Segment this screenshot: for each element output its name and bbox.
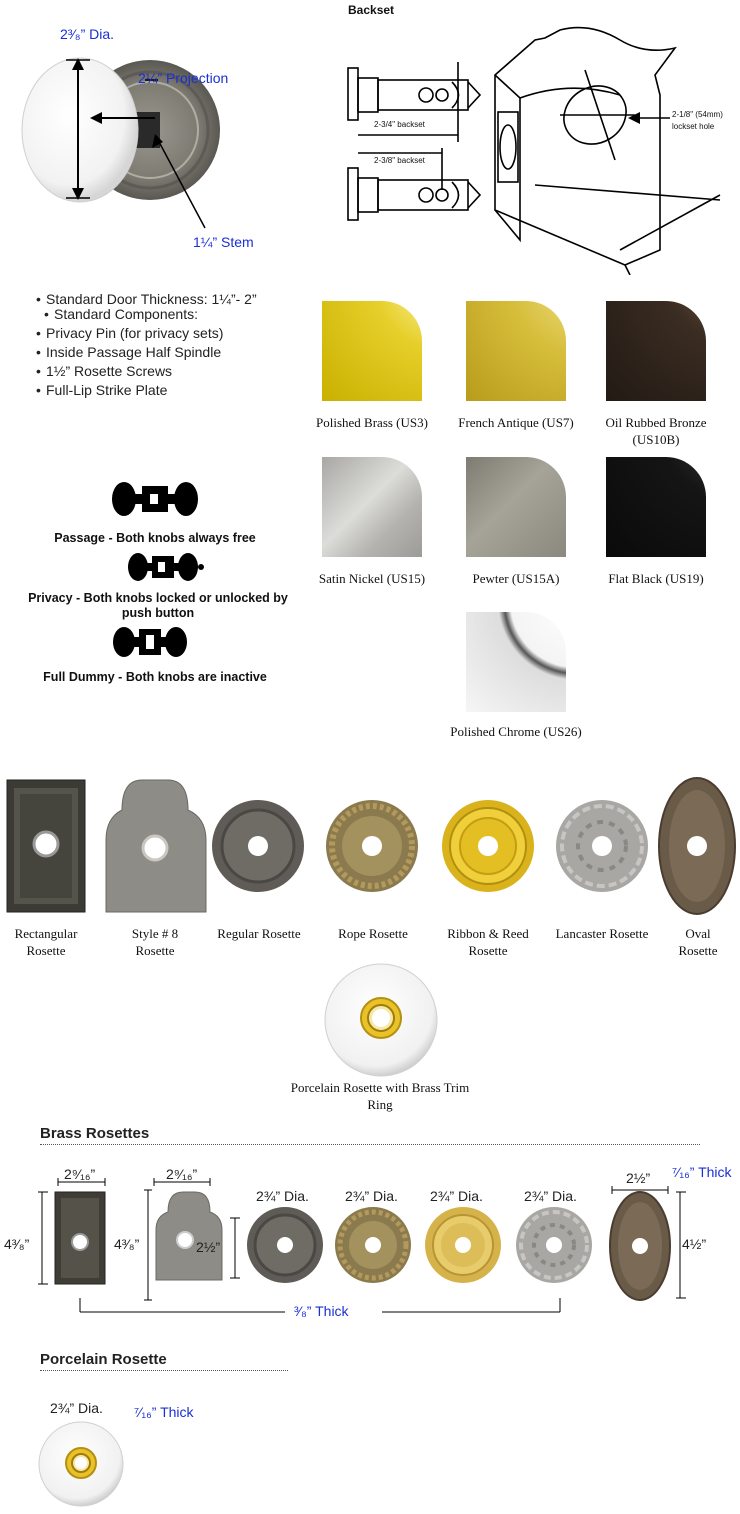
round-dia-label: 2¾” Dia. [430,1188,483,1204]
knob-diagram [0,0,300,260]
spec-item: • Full-Lip Strike Plate [36,381,306,400]
porcelain-dia-label: 2¾” Dia. [50,1400,103,1416]
brass-rosettes-diagram [0,1150,740,1330]
oval-height-label: 4½” [682,1236,707,1252]
finish-label: Satin Nickel (US15) [318,571,426,586]
finishes-grid [300,290,740,750]
finish-swatch [466,612,566,712]
finish-label: French Antique (US7) [458,415,574,430]
style8-inner-label: 2½” [196,1239,221,1255]
knob-diameter-label: 2³⁄₈” Dia. [60,26,115,42]
rect-height-label: 4³⁄₈” [4,1236,30,1252]
function-dummy [20,625,290,685]
round-dia-label: 2¾” Dia. [524,1188,577,1204]
porcelain-rosette-image [323,960,443,1080]
spec-item: • 1½” Rosette Screws [36,362,306,381]
knob-image [0,0,300,260]
knob-projection-label: 2¼” Projection [138,70,229,86]
style8-height-label: 4³⁄₈” [114,1236,140,1252]
brass-rosettes-title: Brass Rosettes [40,1125,150,1142]
porcelain-rosette-title: Porcelain Rosette [40,1351,167,1368]
spec-item: • Inside Passage Half Spindle [36,343,306,362]
backset-drawing [330,0,740,275]
brass-title-divider [40,1144,700,1145]
rosettes-gallery [0,770,740,1120]
oval-width-label: 2½” [626,1170,651,1186]
privacy-icon [20,552,290,582]
hole-size-label: 2-1/8" (54mm) [672,110,723,119]
rosette-label: Style # 8 Rosette [131,926,179,958]
porcelain-thick-label: ⁷⁄₁₆” Thick [134,1404,194,1420]
rosette-label: Ribbon & Reed Rosette [447,926,529,958]
dummy-icon [20,625,290,659]
backset-title: Backset [348,3,395,17]
rosette-images [0,770,740,930]
finish-label: Oil Rubbed Bronze (US10B) [605,415,707,447]
round-dia-label: 2¾” Dia. [345,1188,398,1204]
function-privacy [20,552,290,621]
passage-label: Passage - Both knobs always free [54,531,256,545]
backset-b-label: 2-3/8" backset [374,156,425,165]
rect-width-label: 2⁹⁄₁₆” [64,1166,96,1182]
round-dia-label: 2¾” Dia. [256,1188,309,1204]
backset-a-label: 2-3/4" backset [374,120,425,129]
rosette-label: Lancaster Rosette [555,926,649,941]
style8-width-label: 2⁹⁄₁₆” [166,1166,198,1182]
dummy-label: Full Dummy - Both knobs are inactive [43,670,267,684]
spec-item: • Standard Components: [36,305,306,324]
oval-thick-label: ⁷⁄₁₆” Thick [672,1164,732,1180]
porcelain-title-divider [40,1370,288,1371]
specs-list [36,290,306,400]
function-passage [20,480,290,546]
passage-icon [20,480,290,518]
knob-stem-label: 1¼” Stem [193,234,254,250]
rosette-label: Rectangular Rosette [14,926,78,958]
finish-swatch [606,301,706,401]
finish-label: Polished Brass (US3) [316,415,428,430]
finish-label: Flat Black (US19) [608,571,704,586]
privacy-label: Privacy - Both knobs locked or unlocked by push button [28,591,288,620]
rosette-label: Oval Rosette [678,926,718,958]
rosette-label: Rope Rosette [338,926,408,941]
finish-swatch [322,301,422,401]
spec-item: • Privacy Pin (for privacy sets) [36,324,306,343]
finish-label: Pewter (US15A) [472,571,560,586]
finish-swatch [466,457,566,557]
thick-label: ³⁄₈” Thick [294,1303,349,1319]
porcelain-rosette-small-image [36,1418,126,1508]
finish-swatch [466,301,566,401]
backset-diagram [330,0,740,275]
rosette-label: Porcelain Rosette with Brass Trim Ring [290,1080,470,1112]
finish-swatch [322,457,422,557]
spec-item: • Standard Door Thickness: 1¼”- 2” [36,290,306,309]
finish-label: Polished Chrome (US26) [450,724,582,739]
rosette-label: Regular Rosette [217,926,301,941]
finish-swatch [606,457,706,557]
hole-label: lockset hole [672,122,715,131]
